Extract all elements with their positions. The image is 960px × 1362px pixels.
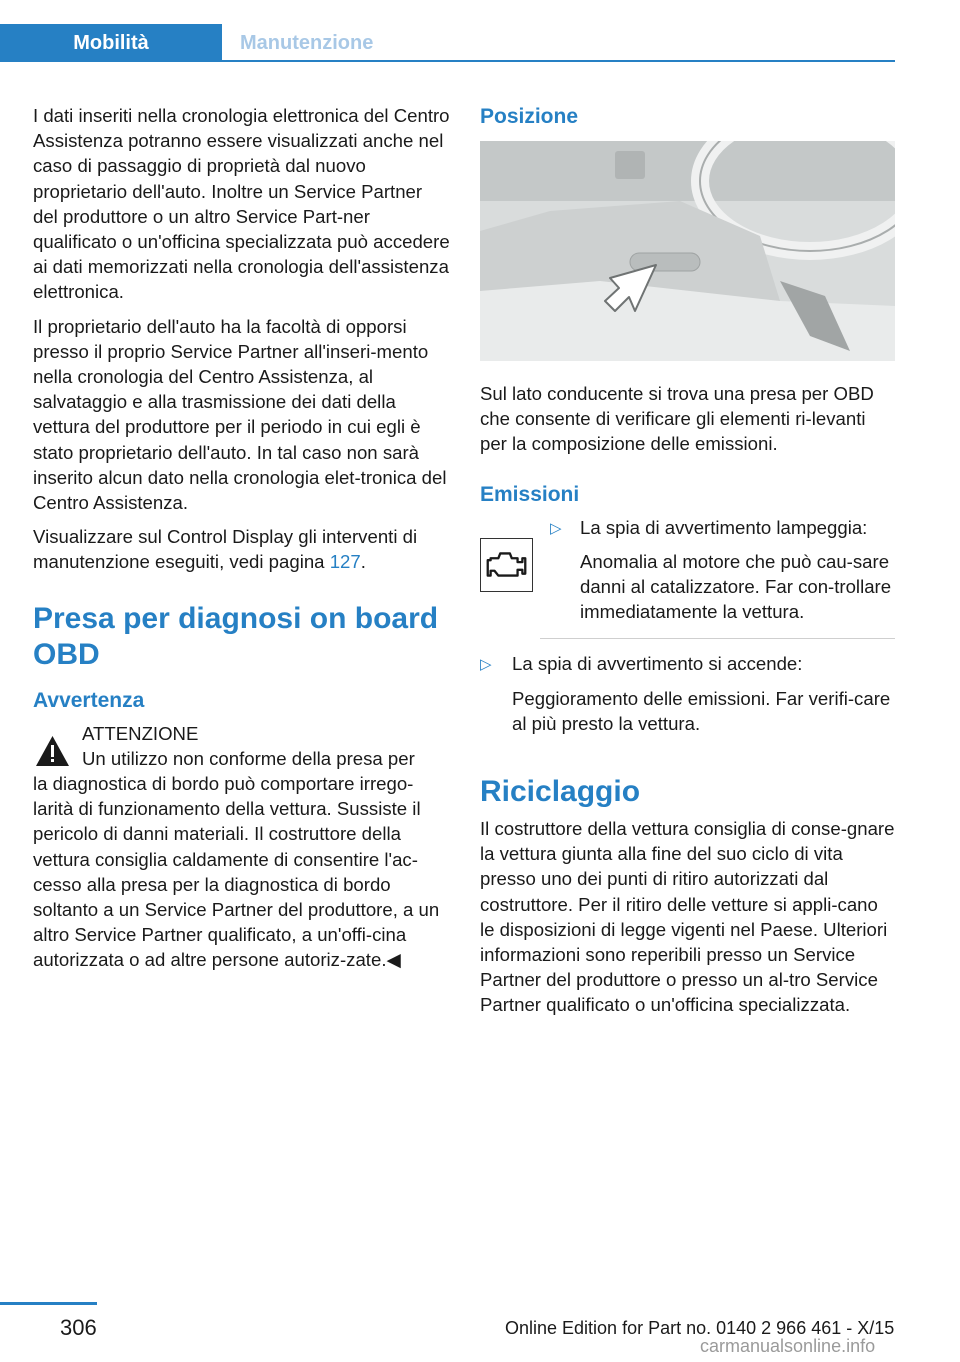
emission-item-detail: Peggioramento delle emissioni. Far verifi‐care al più presto la vettura. bbox=[512, 687, 891, 734]
paragraph-owner-rights: Il proprietario dell'auto ha la facoltà di opporsi presso il proprio Service Partner all'inseri‐mento nella cronologia del Centro Assistenza, al salvataggio e alla trasmissione dei dati della vettura del produttore per il periodo in cui egli è stato proprietario dell'auto. In tal caso non sarà inserito alcun dato nella cronologia elet‐tronica del Centro Assistenza. bbox=[33, 315, 447, 514]
bullet-marker: ▷ bbox=[550, 519, 562, 537]
emission-item-detail: Anomalia al motore che può cau‐sare danni al catalizzatore. Far con‐trollare immediatamente la vettura. bbox=[580, 550, 892, 623]
header-rule bbox=[0, 60, 895, 62]
list-divider bbox=[540, 638, 895, 639]
obd-socket-photo bbox=[480, 141, 895, 361]
page-link[interactable]: 127 bbox=[329, 551, 361, 573]
footer-rule bbox=[0, 1302, 97, 1305]
warning-text: la diagnostica di bordo può comportare irrego‐larità di funzionamento della vettura. Sussiste il pericolo di danni materiali. Il costruttore della vettura consiglia caldamente di consentire l'ac‐cesso alla presa per la diagnostica di bordo soltanto a un Service Partner del produttore, a un altro Service Partner qualificato, a un'offi‐cina autorizzata o ad altre persone autoriz‐zate.◀ bbox=[33, 773, 440, 971]
emission-item-title: La spia di avvertimento lampeggia: bbox=[580, 516, 868, 538]
bullet-marker: ▷ bbox=[480, 656, 492, 674]
subheading-posizione: Posizione bbox=[480, 105, 579, 128]
warning-title: ATTENZIONE bbox=[82, 722, 199, 744]
paragraph-recycling: Il costruttore della vettura consiglia di conse‐gnare la vettura giunta alla fine del suo ciclo di vita presso uno dei punti di ritiro autorizzati dal costruttore. Per il ritiro delle vetture si appli‐cano le disposizioni di legge vigenti nel Paese. Ulteriori informazioni sono reperibili presso un Service Partner del produttore o presso un al‐tro Service Partner qualificato o un'officina specializzata. bbox=[480, 818, 895, 1016]
watermark: carmanualsonline.info bbox=[700, 1336, 876, 1356]
subheading-avvertenza: Avvertenza bbox=[33, 688, 145, 712]
paragraph-end: . bbox=[360, 551, 366, 573]
right-column bbox=[480, 103, 895, 1027]
left-column bbox=[33, 103, 451, 973]
paragraph-service-history: I dati inseriti nella cronologia elettronica del Centro Assistenza potranno essere visualizzati anche nel caso di passaggio di proprietà dal nuovo proprietario dell'auto. Inoltre un Service Partner del produttore o un altro Service Part‐ner qualificato o un'officina specializzata può accedere ai dati memorizzati nella cronologia dell'assistenza elettronica. bbox=[33, 105, 450, 303]
emissions-list bbox=[480, 515, 895, 736]
paragraph-control-display bbox=[33, 524, 451, 574]
emission-item-blinking bbox=[480, 515, 895, 625]
tab-mobilita[interactable]: Mobilità bbox=[0, 24, 222, 62]
paragraph-position: Sul lato conducente si trova una presa per OBD che consente di verificare gli elementi ri‐levanti per la composizione delle emissioni. bbox=[480, 383, 874, 455]
section-heading-riciclaggio: Riciclaggio bbox=[480, 775, 641, 809]
page-number: 306 bbox=[60, 1315, 97, 1340]
warning-first-line: Un utilizzo non conforme della presa per bbox=[82, 747, 415, 769]
emission-item-title: La spia di avvertimento si accende: bbox=[512, 653, 803, 675]
subheading-emissioni: Emissioni bbox=[480, 482, 580, 506]
tab-manutenzione[interactable]: Manutenzione bbox=[240, 31, 374, 54]
warning-triangle-icon bbox=[33, 733, 72, 769]
edition-note: Online Edition for Part no. 0140 2 966 461 - X/15 bbox=[505, 1318, 895, 1338]
chapter-tabs bbox=[0, 24, 895, 62]
section-heading-obd: Presa per diagnosi on board OBD bbox=[33, 601, 439, 671]
emission-item-on bbox=[480, 651, 895, 736]
paragraph-text: Visualizzare sul Control Display gli interventi di manutenzione eseguiti, vedi pagina bbox=[33, 526, 418, 573]
warning-block bbox=[33, 721, 451, 973]
